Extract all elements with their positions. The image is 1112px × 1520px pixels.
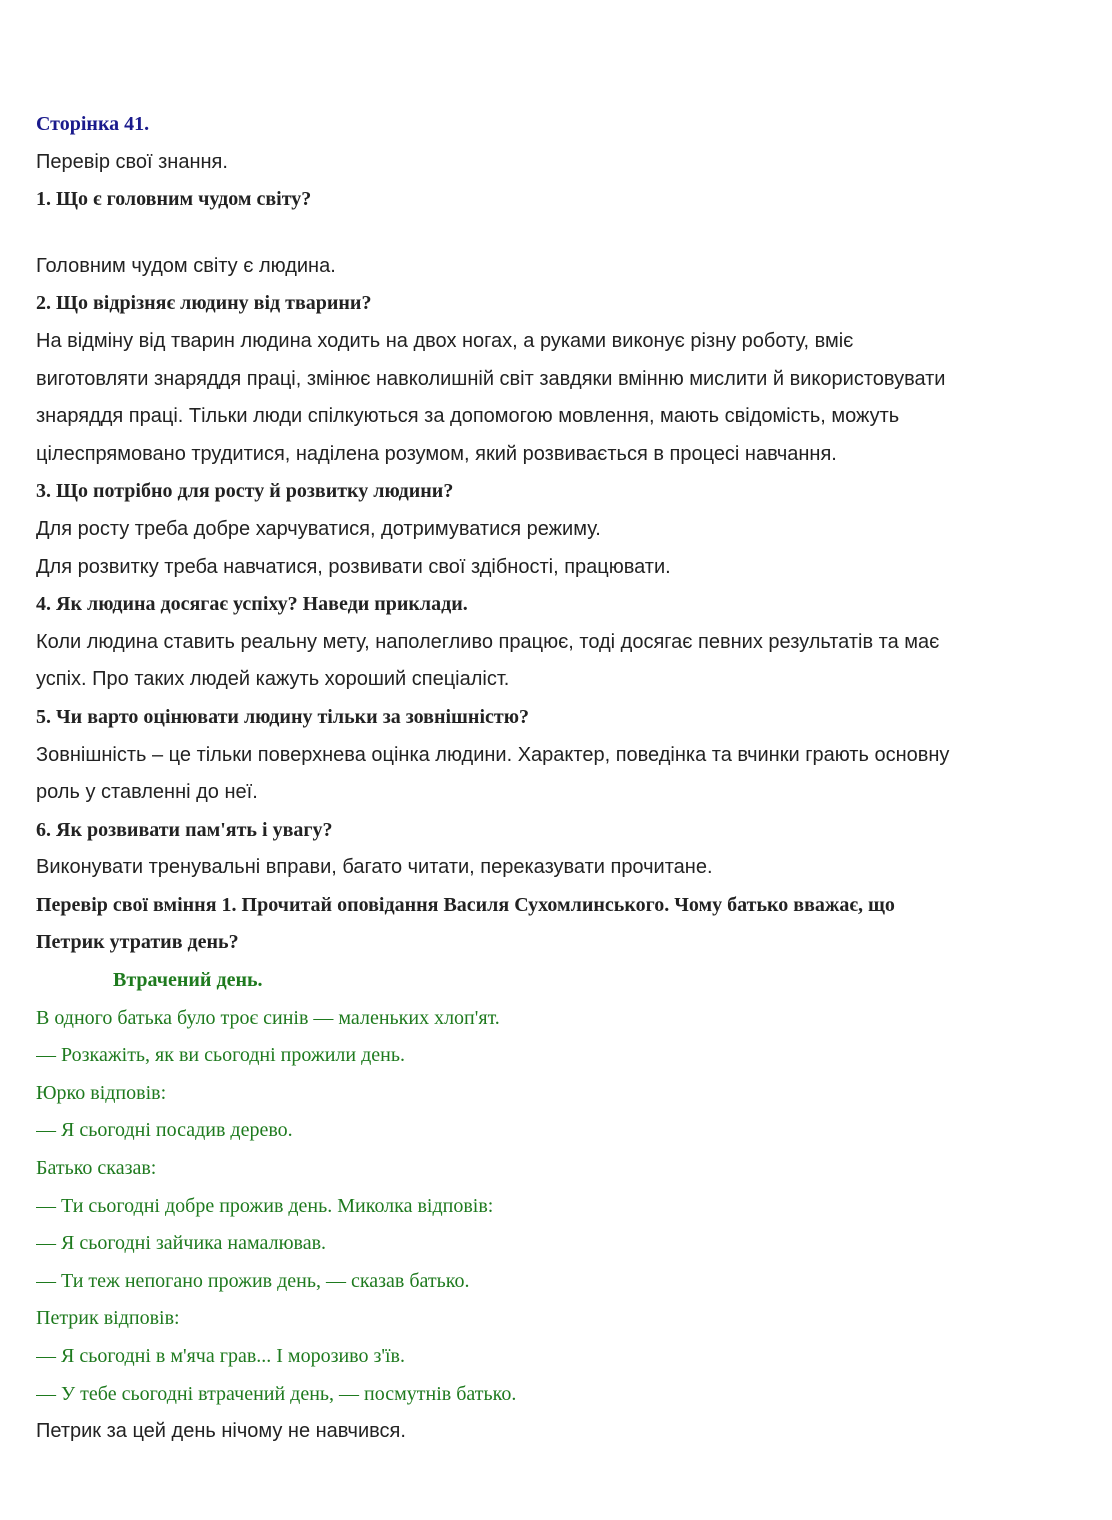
story-line: — Я сьогодні посадив дерево. (36, 1119, 293, 1142)
blank-spacer (36, 219, 1076, 248)
answer-2-line: виготовляти знаряддя праці, змінює навколишній світ завдяки вмінню мислити й використовувати (36, 367, 946, 390)
answer-4-line: успіх. Про таких людей кажуть хороший спеціаліст. (36, 668, 510, 691)
question-5: 5. Чи варто оцінювати людину тільки за зовнішністю? (36, 705, 529, 728)
question-3: 3. Що потрібно для росту й розвитку людини? (36, 480, 454, 503)
story-line: Юрко відповів: (36, 1081, 167, 1104)
skills-task-line: Перевір свої вміння 1. Прочитай оповідання Василя Сухомлинського. Чому батько вважає, що (36, 893, 895, 916)
answer-3-line: Для росту треба добре харчуватися, дотримуватися режиму. (36, 517, 601, 540)
answer-6: Виконувати тренувальні вправи, багато читати, переказувати прочитане. (36, 856, 713, 879)
story-title: Втрачений день. (113, 969, 263, 992)
answer-3-line: Для розвитку треба навчатися, розвивати свої здібності, працювати. (36, 555, 671, 578)
question-2: 2. Що відрізняє людину від тварини? (36, 292, 372, 315)
section-intro: Перевір свої знання. (36, 150, 228, 173)
question-4: 4. Як людина досягає успіху? Наведи приклади. (36, 593, 468, 616)
story-line: Петрик відповів: (36, 1307, 180, 1330)
story-line: — Розкажіть, як ви сьогодні прожили день. (36, 1044, 405, 1067)
answer-2-line: знаряддя праці. Тільки люди спілкуються за допомогою мовлення, мають свідомість, можуть (36, 405, 900, 428)
document-page (36, 106, 1076, 1451)
story-line: — У тебе сьогодні втрачений день, — посмутнів батько. (36, 1382, 517, 1405)
story-line: Батько сказав: (36, 1157, 157, 1180)
question-1: 1. Що є головним чудом світу? (36, 188, 312, 211)
answer-1: Головним чудом світу є людина. (36, 254, 336, 277)
skills-task-line: Петрик утратив день? (36, 931, 239, 954)
story-line: — Я сьогодні зайчика намалював. (36, 1232, 327, 1255)
answer-5-line: роль у ставленні до неї. (36, 781, 258, 804)
answer-5-line: Зовнішність – це тільки поверхнева оцінка людини. Характер, поведінка та вчинки грають основну (36, 743, 950, 766)
answer-2-line: На відміну від тварин людина ходить на двох ногах, а руками виконує різну роботу, вміє (36, 329, 854, 352)
answer-2-line: цілеспрямовано трудитися, наділена розумом, який розвивається в процесі навчання. (36, 442, 837, 465)
conclusion: Петрик за цей день нічому не навчився. (36, 1420, 406, 1443)
story-line: — Ти теж непогано прожив день, — сказав батько. (36, 1269, 470, 1292)
page-heading: Сторінка 41. (36, 113, 150, 135)
story-line: В одного батька було троє синів — маленьких хлоп'ят. (36, 1006, 500, 1029)
story-line: — Я сьогодні в м'яча грав... І морозиво з'їв. (36, 1345, 405, 1367)
question-6: 6. Як розвивати пам'ять і увагу? (36, 818, 333, 841)
answer-4-line: Коли людина ставить реальну мету, наполегливо працює, тоді досягає певних результатів та має (36, 630, 940, 653)
story-line: — Ти сьогодні добре прожив день. Миколка відповів: (36, 1194, 494, 1217)
